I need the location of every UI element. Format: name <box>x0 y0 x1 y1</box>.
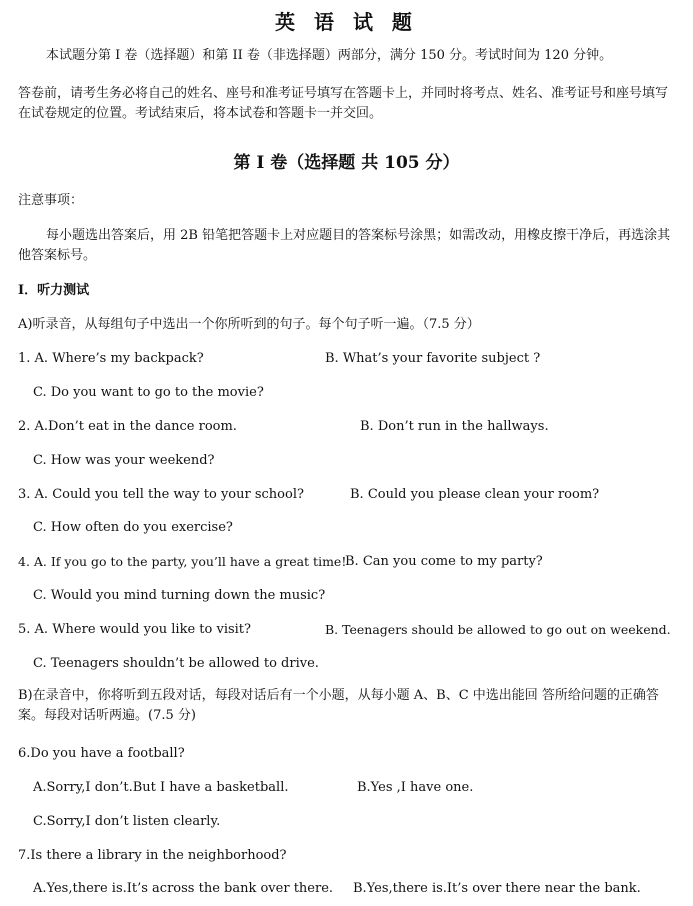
q1-option-a: 1. A. Where’s my backpack? <box>18 351 204 366</box>
instructions-paragraph: 答卷前，请考生务必将自己的姓名、座号和准考证号填写在答题卡上，并同时将考点、姓名、准考证号和座号填写在试卷规定的位置。考试结束后，将本试卷和答题卡一并交回。 <box>18 86 669 121</box>
q1-option-c: C. Do you want to go to the movie? <box>33 385 264 400</box>
q5-option-c: C. Teenagers shouldn’t be allowed to drive. <box>33 656 319 671</box>
q5-option-a: 5. A. Where would you like to visit? <box>18 622 251 637</box>
exam-title: 英 语 试 题 <box>275 10 418 34</box>
q4-option-c: C. Would you mind turning down the music? <box>33 588 326 603</box>
part-b-instruction: B)在录音中，你将听到五段对话，每段对话后有一个小题，从每小题 A、B、C 中选出能回 答所给问题的正确答案。每段对话听两遍。(7.5 分) <box>18 688 659 723</box>
q3-option-c: C. How often do you exercise? <box>33 520 233 535</box>
q6-option-a: A.Sorry,I don’t.But I have a basketball. <box>33 780 289 795</box>
q6-option-b: B.Yes ,I have one. <box>357 780 474 795</box>
q1-option-b: B. What’s your favorite subject ? <box>325 351 541 366</box>
section-title: 第 I 卷（选择题 共 105 分） <box>233 153 460 173</box>
q7-question: 7.Is there a library in the neighborhood? <box>18 848 287 863</box>
part-heading: I．听力测试 <box>18 283 90 298</box>
q7-option-b: B.Yes,there is.It’s over there near the bank. <box>353 881 641 896</box>
intro-text: 本试题分第 I 卷（选择题）和第 II 卷（非选择题）两部分，满分 150 分。考试时间为 120 分钟。 <box>46 48 613 63</box>
q3-option-a: 3. A. Could you tell the way to your school? <box>18 487 304 502</box>
q6-question: 6.Do you have a football? <box>18 746 185 761</box>
q2-option-b: B. Don’t run in the hallways. <box>360 419 549 434</box>
part-a-instruction: A)听录音，从每组句子中选出一个你所听到的句子。每个句子听一遍。（7.5 分） <box>18 317 480 332</box>
notes-paragraph: 每小题选出答案后，用 2B 铅笔把答题卡上对应题目的答案标号涂黑；如需改动，用橡皮擦干净后，再选涂其他答案标号。 <box>18 228 671 263</box>
q4-option-a: 4. A. If you go to the party, you’ll have a great time! <box>18 554 347 569</box>
q5-option-b: B. Teenagers should be allowed to go out on weekend. <box>325 622 671 637</box>
q3-option-b: B. Could you please clean your room? <box>350 487 600 502</box>
q2-option-c: C. How was your weekend? <box>33 453 215 468</box>
q4-option-b: B. Can you come to my party? <box>345 554 543 569</box>
q7-option-a: A.Yes,there is.It’s across the bank over there. <box>33 881 334 896</box>
q2-option-a: 2. A.Don’t eat in the dance room. <box>18 419 237 434</box>
q6-option-c: C.Sorry,I don’t listen clearly. <box>33 814 221 829</box>
notes-heading: 注意事项： <box>18 193 84 208</box>
